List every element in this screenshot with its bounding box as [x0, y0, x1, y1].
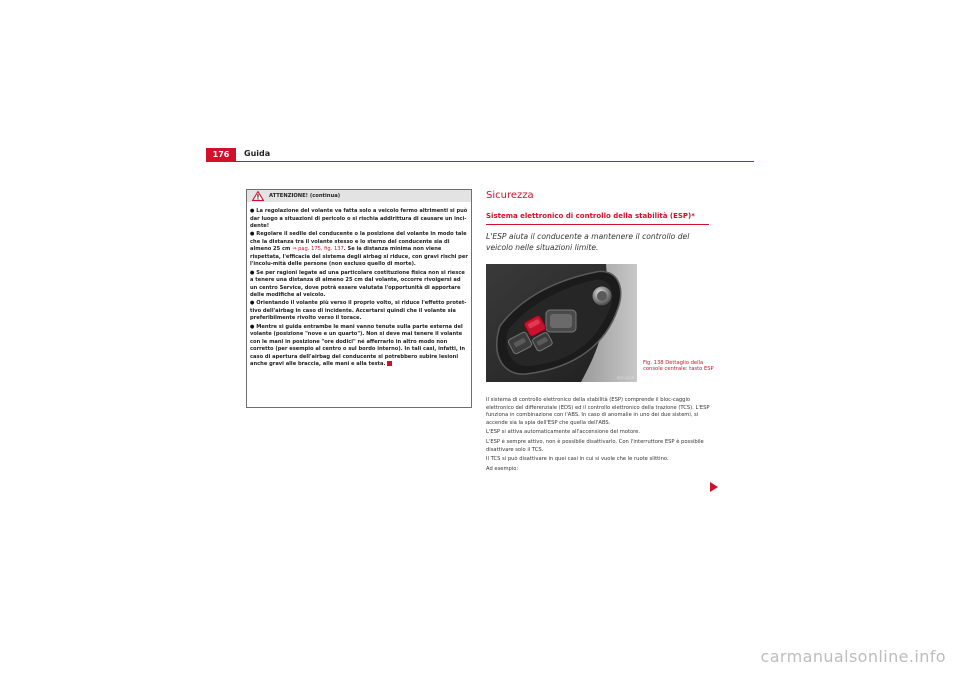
paragraph: Il TCS si può disattivare in quei casi in cui si vuole che le ruote slittino.	[486, 456, 669, 463]
paragraph: L'ESP è sempre attivo, non è possibile disattivarlo. Con l'interruttore ESP è possibile disattivare solo il TCS.	[486, 439, 704, 453]
subsection-heading: Sistema elettronico di controllo della stabilità (ESP)*	[486, 212, 695, 220]
section-heading: Sicurezza	[486, 190, 534, 201]
page-number: 176	[212, 150, 230, 159]
warning-item-text: Regolare il sedile del conducente o la posizione del volante in modo tale che la distanza tra il volante stesso e lo sterno del conducente sia di almeno 25 cm	[250, 231, 467, 253]
warning-header	[247, 190, 471, 202]
watermark: carmanualsonline.info	[760, 647, 946, 666]
bullet-icon: ●	[250, 300, 257, 307]
warning-item-text: Se per ragioni legate ad una particolare costituzione fisica non si riesce a tenere una distanza di almeno 25 cm dal volante, occorre rivolgersi ad un centro Service, dove potrà essere valutata l'opportunità di apportare delle modifiche al veicolo.	[250, 269, 465, 299]
esp-console-figure	[486, 264, 637, 382]
paragraph: Ad esempio:	[486, 466, 519, 473]
warning-box	[246, 189, 472, 408]
figure-caption: Fig. 138 Dettaglio della console centrale: tasto ESP	[643, 360, 714, 373]
warning-item	[250, 300, 468, 323]
warning-item-text: Orientando il volante più verso il proprio volto, si riduce l'effetto protet-tivo dell'airbag in caso di incidente. Accertarsi quindi che il volante sia preferibilmente rivolto verso il torace.	[250, 300, 467, 322]
header-rule	[206, 161, 754, 162]
warning-item	[250, 324, 468, 369]
warning-triangle-icon	[252, 191, 264, 201]
warning-item-text: . Se la distanza minima non viene rispettata, l'efficacia del sistema degli airbag si riduce, con gravi rischi per l'incolu-mità delle persone (non escluso quello di morte).	[250, 246, 468, 268]
body-text	[486, 397, 718, 476]
figure-code: B5F-0438	[617, 376, 634, 380]
console-photo	[486, 264, 637, 382]
warning-item-text: Mentre si guida entrambe le mani vanno tenute sulla parte esterna del volante (posizione "nove e un quarto"). Non si deve mai tenere il volante con le mani in posizione "ore dodici" né afferrarlo in altro modo non corretto (per esempio al centro o sul bordo interno). In tali casi, infatti, in caso di apertura dell'airbag del conducente si potrebbero subire lesioni anche gravi alle braccia, alle mani e alla testa.	[250, 323, 466, 368]
bullet-icon: ●	[250, 231, 257, 238]
bullet-icon: ●	[250, 208, 257, 214]
warning-list	[250, 208, 468, 369]
section-end-icon	[387, 361, 392, 366]
page-reference-link[interactable]: ⇒ pag. 175, fig. 137	[292, 246, 344, 253]
bullet-icon: ●	[250, 269, 257, 276]
bullet-icon: ●	[250, 323, 257, 330]
warning-item	[250, 270, 468, 300]
paragraph: Il sistema di controllo elettronico della stabilità (ESP) comprende il bloc-caggio elettronico del differenziale (EDS) ed il controllo elettronico della trazione (TCS). L'ESP funziona in combinazione con l'ABS. In caso di anomalie in uno dei due sistemi, si accende sia la spia dell'ESP che quella dell'ABS.	[486, 397, 710, 426]
warning-item	[250, 208, 468, 231]
paragraph: L'ESP si attiva automaticamente all'accensione del motore.	[486, 429, 641, 436]
page-header	[206, 148, 754, 161]
page-title: Guida	[244, 149, 271, 158]
subsection-rule	[486, 224, 709, 225]
warning-item-text: La regolazione del volante va fatta solo a veicolo fermo altrimenti si può dar luogo a situazioni di pericolo o si rischia addirittura di causare un inci-dente!	[250, 208, 468, 229]
warning-title: ATTENZIONE! (continua)	[269, 193, 341, 199]
next-page-arrow-icon[interactable]	[710, 482, 718, 492]
warning-item	[250, 231, 468, 269]
intro-text: L'ESP aiuta il conducente a mantenere il controllo del veicolo nelle situazioni limite.	[486, 232, 690, 252]
